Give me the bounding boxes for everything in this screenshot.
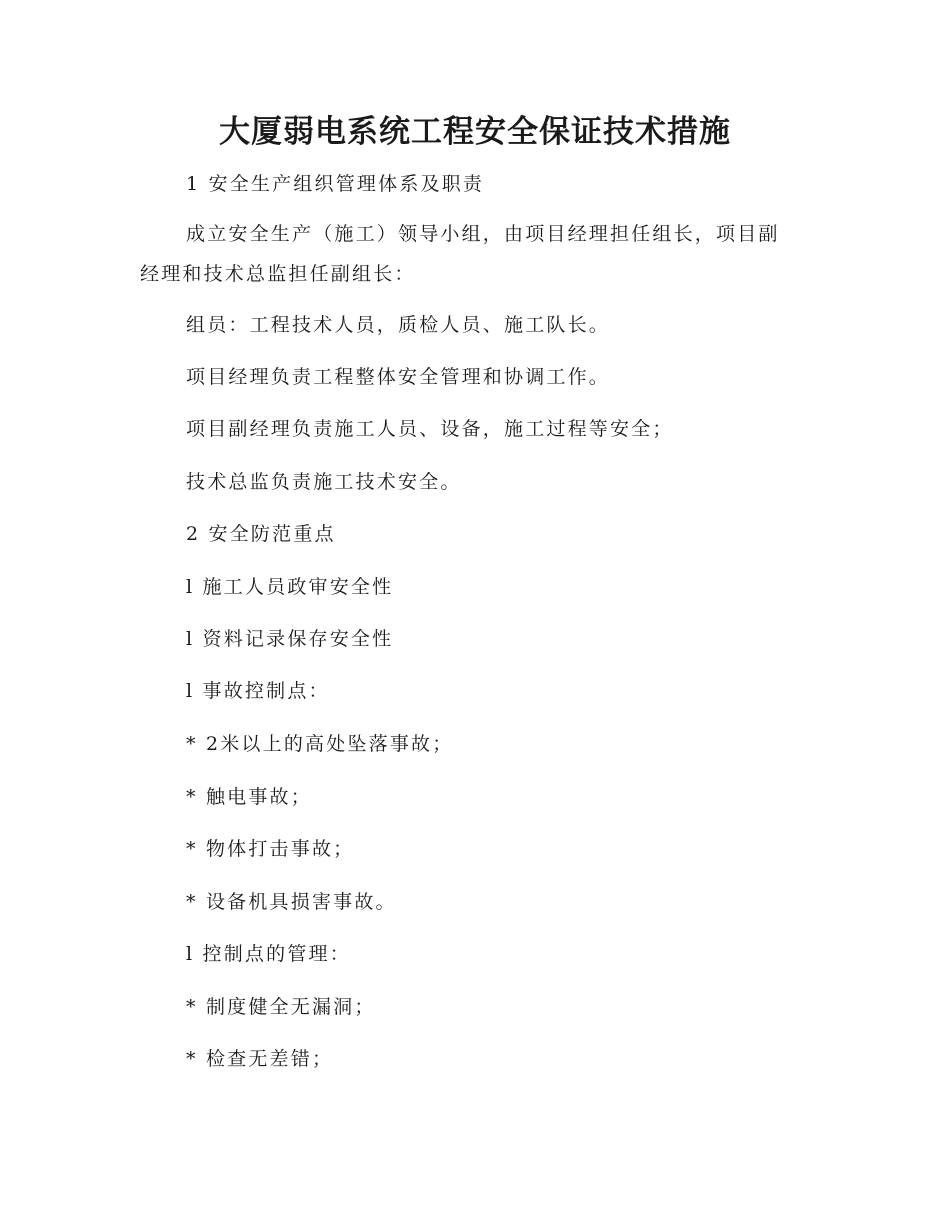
list-item-focus: l 事故控制点：	[186, 680, 330, 702]
list-item-focus: l 施工人员政审安全性	[186, 576, 394, 598]
control-heading: l 控制点的管理：	[186, 943, 351, 965]
paragraph-members: 组员：工程技术人员，质检人员、施工队长。	[186, 314, 611, 336]
list-item-accident: * 2米以上的高处坠落事故；	[186, 733, 454, 755]
paragraph-deputy-pm-duty: 项目副经理负责施工人员、设备，施工过程等安全；	[186, 418, 674, 440]
list-item-control: * 检查无差错；	[186, 1048, 334, 1070]
list-item-accident: * 设备机具损害事故。	[186, 891, 397, 913]
list-item-accident: * 物体打击事故；	[186, 838, 355, 860]
list-item-focus: l 资料记录保存安全性	[186, 628, 394, 650]
section-heading-2: 2 安全防范重点	[186, 523, 336, 545]
paragraph-tech-director-duty: 技术总监负责施工技术安全。	[186, 471, 462, 493]
section-heading-1: 1 安全生产组织管理体系及职责	[186, 173, 485, 195]
list-item-accident: * 触电事故；	[186, 786, 312, 808]
document-title: 大厦弱电系统工程安全保证技术措施	[219, 114, 731, 150]
paragraph-leadership: 成立安全生产（施工）领导小组，由项目经理担任组长，项目副经理和技术总监担任副组长：	[140, 223, 780, 285]
list-item-control: * 制度健全无漏洞；	[186, 996, 376, 1018]
paragraph-pm-duty: 项目经理负责工程整体安全管理和协调工作。	[186, 366, 611, 388]
